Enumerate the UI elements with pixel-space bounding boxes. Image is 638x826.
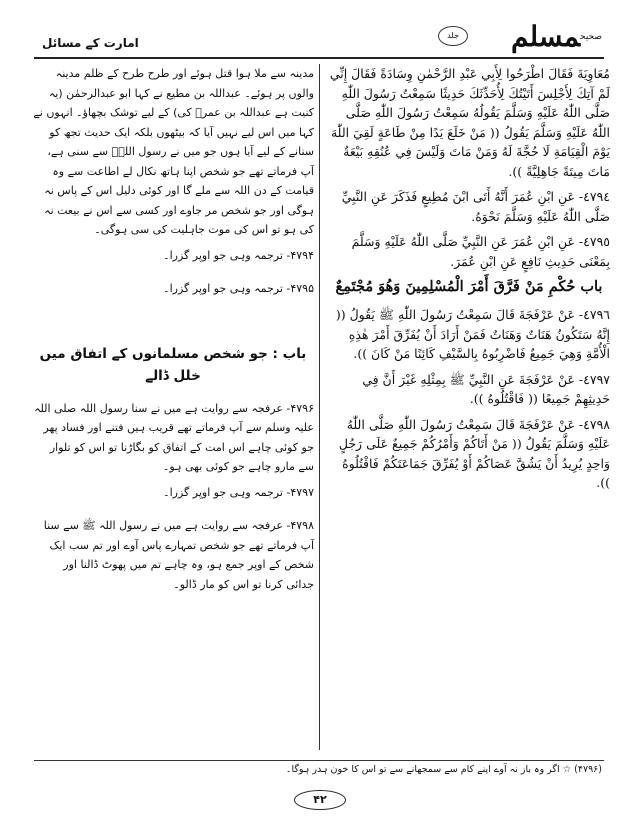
arabic-paragraph: مُعَاوِيَةَ فَقَالَ اطْرَحُوا لِأَبِي عَبْدِ الرَّحْمٰنِ وِسَادَةً فَقَالَ إِنِّي لَمْ آتِكَ لِأَجْلِسَ أَتَيْتُكَ لِأُحَدِّثَكَ حَدِيثًا سَمِعْتُ رَسُولَ اللّٰهِ صَلَّى اللّٰهُ عَلَيْهِ وَسَلَّمَ يَقُولُهُ سَمِعْتُ رَسُولَ اللّٰهِ صَلَّى اللّٰهُ عَلَيْهِ وَسَلَّمَ يَقُولُ (( مَنْ خَلَعَ يَدًا مِنْ طَاعَةٍ لَقِيَ اللّٰهَ يَوْمَ الْقِيَامَةِ لَا حُجَّةَ لَهُ وَمَنْ مَاتَ وَلَيْسَ فِي عُنُقِهِ بَيْعَةٌ مَاتَ مِيتَةً جَاهِلِيَّةً )).: [329, 66, 610, 179]
column-divider: [319, 64, 320, 750]
urdu-paragraph: ۴۷۹۷- ترجمہ وہی جو اوپر گزرا۔: [163, 485, 314, 499]
running-title: امارت کے مسائل: [42, 36, 139, 50]
footnote: (۴۷۹۶) ☆ اگر وہ باز نہ آوے اپنے کام سے سمجھانے سے تو اس کا خون ہدر ہوگا۔: [285, 764, 602, 775]
urdu-paragraph: ۴۷۹۶- عرفجہ سے روایت ہے میں نے سنا رسول اللہ صلی اللہ علیہ وسلم سے آپ فرماتے تھے قریب ہیں فتنے اور فساد پھر جو کوئی چاہے اس امت کے اتفاق کو بگاڑنا تو اس کو تلوار سے مارو چاہے جو کوئی بھی ہو۔: [34, 401, 314, 473]
arabic-paragraph: ٤٧٩٥- عَنِ ابْنِ عُمَرَ عَنِ النَّبِيِّ صَلَّى اللّٰهُ عَلَيْهِ وَسَلَّمَ بِمَعْنَى حَدِيثِ نَافِعٍ عَنِ ابْنِ عُمَرَ.: [351, 234, 610, 269]
arabic-column: [328, 64, 610, 499]
urdu-chapter-heading: باب : جو شخص مسلمانوں کے اتفاق میں خلل ڈالے: [39, 345, 307, 384]
book-title-prefix: صحیح: [580, 32, 602, 42]
arabic-paragraph: ٤٧٩٤- عَنِ ابْنِ عُمَرَ أَنَّهُ أَتَى ابْنَ مُطِيعٍ فَذَكَرَ عَنِ النَّبِيِّ صَلَّى اللّٰهُ عَلَيْهِ وَسَلَّمَ نَحْوَهُ.: [341, 189, 610, 224]
urdu-paragraph: ۴۷۹۸- عرفجہ سے روایت ہے میں نے رسول اللہ ﷺ سے سنا آپ فرماتے تھے جو شخص تمہارے پاس آوے اور تم سب ایک شخص کے اوپر جمع ہو، وہ چاہے تم میں پھوٹ ڈالنا اور جدائی کرنا تو اس کو مار ڈالو۔: [43, 519, 314, 591]
page-number: ۴۲: [294, 790, 346, 810]
header-rule: [34, 57, 604, 59]
arabic-paragraph: ٤٧٩٨- عَنْ عَرْفَجَةَ قَالَ سَمِعْتُ رَسُولَ اللّٰهِ صَلَّى اللّٰهُ عَلَيْهِ وَسَلَّمَ يَقُولُ (( مَنْ أَتَاكُمْ وَأَمْرُكُمْ جَمِيعٌ عَلَى رَجُلٍ وَاحِدٍ يُرِيدُ أَنْ يَشُقَّ عَصَاكُمْ أَوْ يُفَرِّقَ جَمَاعَتَكُمْ فَاقْتُلُوهُ )).: [338, 416, 610, 490]
volume-badge: جلد: [438, 26, 468, 46]
book-title: [511, 20, 604, 54]
urdu-paragraph: مدینہ سے ملا ہوا قتل ہوئے اور طرح طرح کے ظلم مدینہ والوں پر ہوئے۔ عبداللہ بن مطیع نے کہا ابو عبدالرحمٰن (یہ کنیت ہے عبداللہ بن عمرؓ کی) کے لیے توشک بچھاؤ۔ انہوں نے کہا میں اس لیے نہیں آیا کہ بیٹھوں بلکہ ایک حدیث تجھ کو سنانے کے لیے آیا ہوں جو میں نے رسول اللہؐ سے سنی ہے، آپ فرماتے تھے جو شخص اپنا ہاتھ نکال لے اطاعت سے وہ قیامت کے دن اللہ سے ملے گا اور کوئی دلیل اس کے پاس نہ ہوگی اور جو شخص مر جاوے اور کسی سے اس نے بیعت نہ کی ہو تو اس کی موت جاہلیت کی سی ہوگی۔: [33, 67, 314, 236]
urdu-paragraph: ۴۷۹۵- ترجمہ وہی جو اوپر گزرا۔: [163, 282, 314, 295]
page-header: [34, 20, 604, 60]
arabic-chapter-heading: باب حُكْمِ مَنْ فَرَّقَ أَمْرَ الْمُسْلِمِينَ وَهُوَ مُجْتَمِعٌ: [335, 278, 603, 295]
footnote-rule: [34, 760, 604, 761]
urdu-column: [32, 64, 314, 600]
urdu-paragraph: ۴۷۹۴- ترجمہ وہی جو اوپر گزرا۔: [163, 248, 314, 262]
book-title-text: مسلم: [510, 20, 581, 53]
arabic-paragraph: ٤٧٩٦- عَنْ عَرْفَجَةَ قَالَ سَمِعْتُ رَسُولَ اللّٰهِ ﷺ يَقُولُ (( إِنَّهُ سَتَكُونُ هَنَاتٌ وَهَنَاتٌ فَمَنْ أَرَادَ أَنْ يُفَرِّقَ أَمْرَ هٰذِهِ الْأُمَّةِ وَهِيَ جَمِيعٌ فَاضْرِبُوهُ بِالسَّيْفِ كَائِنًا مَنْ كَانَ )).: [335, 307, 610, 361]
arabic-paragraph: ٤٧٩٧- عَنْ عَرْفَجَةَ عَنِ النَّبِيِّ ﷺ بِمِثْلِهِ غَيْرَ أَنَّ فِي حَدِيثِهِمْ جَمِيعًا (( فَاقْتُلُوهُ )).: [362, 371, 610, 406]
